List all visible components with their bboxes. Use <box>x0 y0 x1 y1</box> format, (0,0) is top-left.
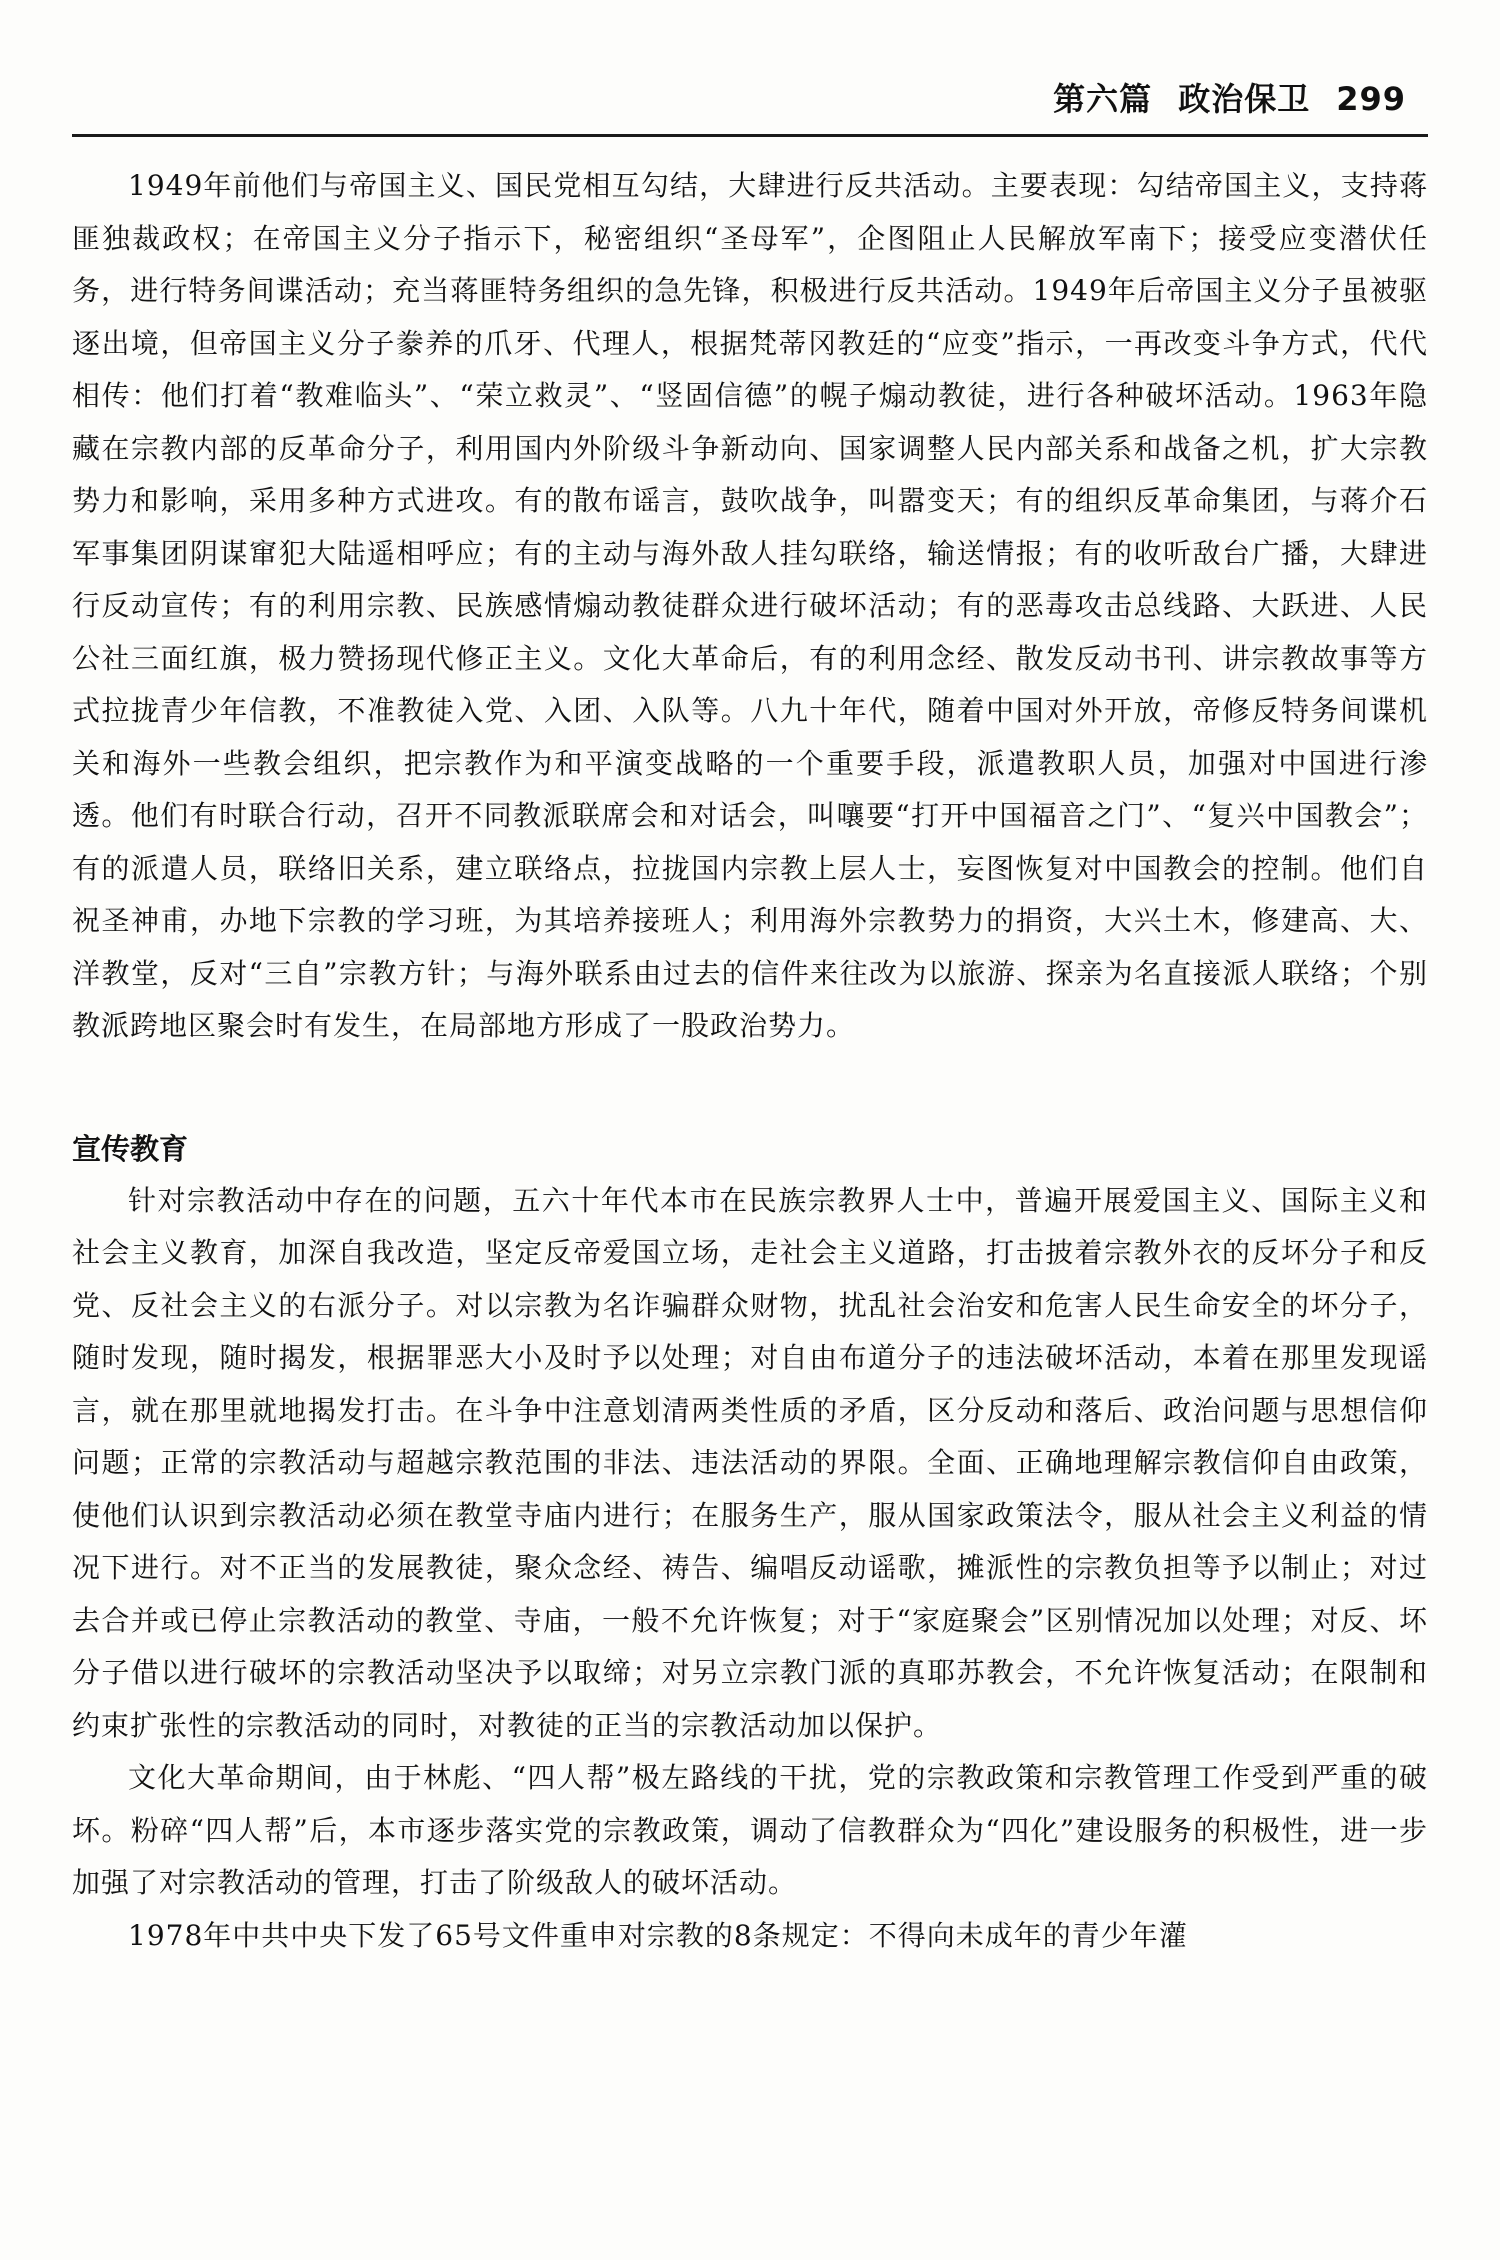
header-title: 政治保卫 <box>1178 80 1311 118</box>
page-body <box>72 160 1428 1962</box>
running-header <box>72 52 1428 137</box>
page-number: 299 <box>1336 80 1406 118</box>
paragraph-education-2: 文化大革命期间，由于林彪、“四人帮”极左路线的干扰，党的宗教政策和宗教管理工作受到严重的破坏。粉碎“四人帮”后，本市逐步落实党的宗教政策，调动了信教群众为“四化”建设服务的积极性，进一步加强了对宗教活动的管理，打击了阶级敌人的破坏活动。 <box>72 1761 1428 1899</box>
paragraph-intro: 1949年前他们与帝国主义、国民党相互勾结，大肆进行反共活动。主要表现：勾结帝国主义，支持蒋匪独裁政权；在帝国主义分子指示下，秘密组织“圣母军”，企图阻止人民解放军南下；接受应变潜伏任务，进行特务间谍活动；充当蒋匪特务组织的急先锋，积极进行反共活动。1949年后帝国主义分子虽被驱逐出境，但帝国主义分子豢养的爪牙、代理人，根据梵蒂冈教廷的“应变”指示，一再改变斗争方式，代代相传：他们打着“教难临头”、“荣立救灵”、“竖固信德”的幌子煽动教徒，进行各种破坏活动。1963年隐藏在宗教内部的反革命分子，利用国内外阶级斗争新动向、国家调整人民内部关系和战备之机，扩大宗教势力和影响，采用多种方式进攻。有的散布谣言，鼓吹战争，叫嚣变天；有的组织反革命集团，与蒋介石军事集团阴谋窜犯大陆遥相呼应；有的主动与海外敌人挂勾联络，输送情报；有的收听敌台广播，大肆进行反动宣传；有的利用宗教、民族感情煽动教徒群众进行破坏活动；有的恶毒攻击总线路、大跃进、人民公社三面红旗，极力赞扬现代修正主义。文化大革命后，有的利用念经、散发反动书刊、讲宗教故事等方式拉拢青少年信教，不准教徒入党、入团、入队等。八九十年代，随着中国对外开放，帝修反特务间谍机关和海外一些教会组织，把宗教作为和平演变战略的一个重要手段，派遣教职人员，加强对中国进行渗透。他们有时联合行动，召开不同教派联席会和对话会，叫嚷要“打开中国福音之门”、“复兴中国教会”；有的派遣人员，联络旧关系，建立联络点，拉拢国内宗教上层人士，妄图恢复对中国教会的控制。他们自祝圣神甫，办地下宗教的学习班，为其培养接班人；利用海外宗教势力的捐资，大兴土木，修建高、大、洋教堂，反对“三自”宗教方针；与海外联系由过去的信件来往改为以旅游、探亲为名直接派人联络；个别教派跨地区聚会时有发生，在局部地方形成了一股政治势力。 <box>72 169 1428 1042</box>
header-text <box>1053 74 1406 120</box>
header-part: 第六篇 <box>1053 80 1153 118</box>
paragraph-education-1: 针对宗教活动中存在的问题，五六十年代本市在民族宗教界人士中，普遍开展爱国主义、国际主义和社会主义教育，加深自我改造，坚定反帝爱国立场，走社会主义道路，打击披着宗教外衣的反坏分子和反党、反社会主义的右派分子。对以宗教为名诈骗群众财物，扰乱社会治安和危害人民生命安全的坏分子，随时发现，随时揭发，根据罪恶大小及时予以处理；对自由布道分子的违法破坏活动，本着在那里发现谣言，就在那里就地揭发打击。在斗争中注意划清两类性质的矛盾，区分反动和落后、政治问题与思想信仰问题；正常的宗教活动与超越宗教范围的非法、违法活动的界限。全面、正确地理解宗教信仰自由政策，使他们认识到宗教活动必须在教堂寺庙内进行；在服务生产，服从国家政策法令，服从社会主义利益的情况下进行。对不正当的发展教徒，聚众念经、祷告、编唱反动谣歌，摊派性的宗教负担等予以制止；对过去合并或已停止宗教活动的教堂、寺庙，一般不允许恢复；对于“家庭聚会”区别情况加以处理；对反、坏分子借以进行破坏的宗教活动坚决予以取缔；对另立宗教门派的真耶苏教会，不允许恢复活动；在限制和约束扩张性的宗教活动的同时，对教徒的正当的宗教活动加以保护。 <box>72 1183 1428 1742</box>
paragraph-education-3: 1978年中共中央下发了65号文件重申对宗教的8条规定：不得向未成年的青少年灌 <box>128 1918 1188 1952</box>
section-heading: 宣传教育 <box>72 1131 189 1166</box>
